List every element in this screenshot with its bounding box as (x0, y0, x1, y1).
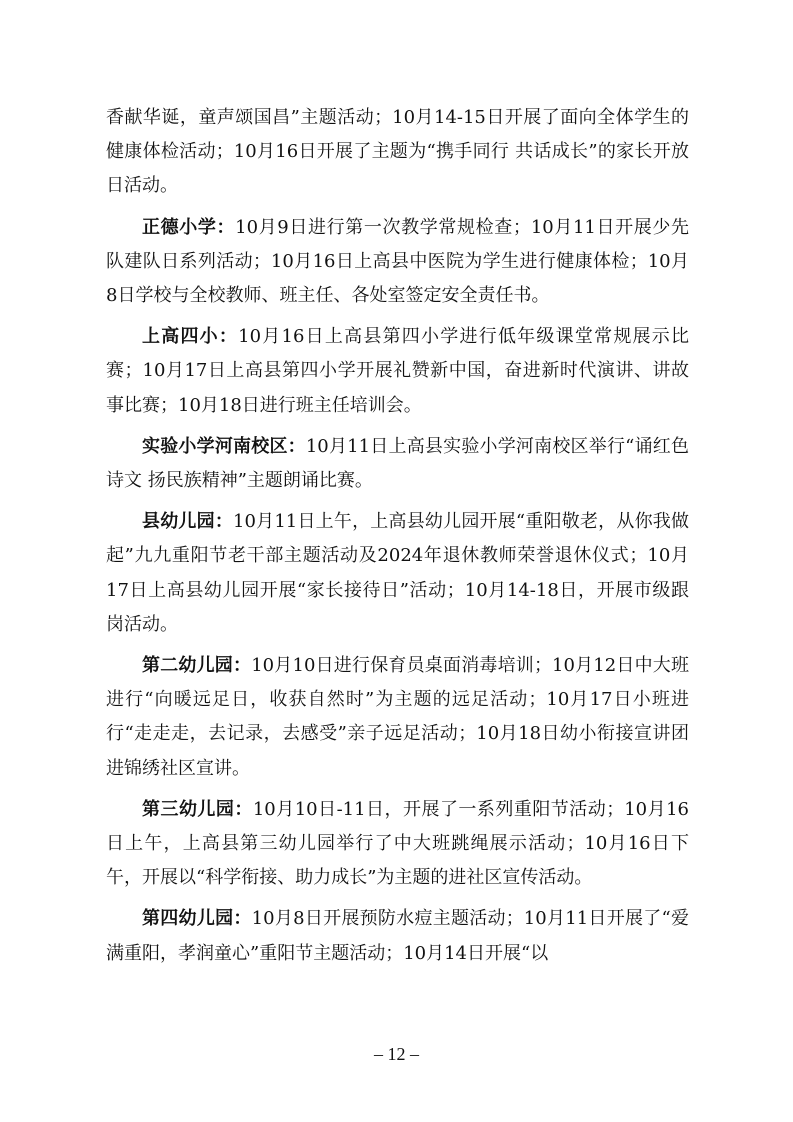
paragraph-continuation (106, 101, 689, 204)
paragraph-text: 香献华诞，童声颂国昌”主题活动；10月14-15日开展了面向全体学生的健康体检活动；10月16日开展了主题为“携手同行 共话成长”的家长开放日活动。 (106, 107, 689, 197)
paragraph-experimental-school-henan (106, 430, 689, 498)
paragraph-text: 10月9日进行第一次教学常规检查；10月11日开展少先队建队日系列活动；10月16日上高县中医院为学生进行健康体检；10月8日学校与全校教师、班主任、各处室签定安全责任书。 (106, 216, 689, 307)
paragraph-lead: 第二幼儿园： (142, 655, 252, 677)
document-body (106, 101, 689, 978)
paragraph-fourth-kindergarten (106, 902, 689, 970)
page-number: – 12 – (374, 1044, 419, 1064)
paragraph-lead: 县幼儿园： (142, 511, 234, 533)
paragraph-text: 10月11日上高县实验小学河南校区举行“诵红色诗文 扬民族精神”主题朗诵比赛。 (106, 435, 689, 492)
paragraph-lead: 正德小学： (142, 216, 236, 238)
paragraph-second-kindergarten (106, 649, 689, 786)
paragraph-lead: 第三幼儿园： (142, 798, 253, 820)
paragraph-lead: 第四幼儿园： (142, 908, 252, 930)
paragraph-shanggao-fourth-school (106, 320, 689, 423)
paragraph-third-kindergarten (106, 793, 689, 896)
paragraph-text: 10月10日-11日，开展了一系列重阳节活动；10月16日上午，上高县第三幼儿园举行了中大班跳绳展示活动；10月16日下午，开展以“科学衔接、助力成长”为主题的进社区宣传活动。 (106, 798, 689, 889)
paragraph-lead: 实验小学河南校区： (142, 435, 306, 457)
paragraph-zhengde-school (106, 211, 689, 314)
paragraph-text: 10月16日上高县第四小学进行低年级课堂常规展示比赛；10月17日上高县第四小学开展礼赞新中国，奋进新时代演讲、讲故事比赛；10月18日进行班主任培训会。 (106, 326, 690, 416)
paragraph-lead: 上高四小： (142, 326, 239, 348)
paragraph-county-kindergarten (106, 505, 689, 642)
paragraph-text: 10月11日上午，上高县幼儿园开展“重阳敬老，从你我做起”九九重阳节老干部主题活动及2024年退休教师荣誉退休仪式；10月17日上高县幼儿园开展“家长接待日”活动；10月14-18日，开展市级跟岗活动。 (106, 511, 689, 635)
paragraph-text: 10月8日开展预防水痘主题活动；10月11日开展了“爱满重阳，孝润童心”重阳节主题活动；10月14日开展“以 (106, 908, 689, 964)
paragraph-text: 10月10日进行保育员桌面消毒培训；10月12日中大班进行“向暖远足日，收获自然时”为主题的远足活动；10月17日小班进行“走走走，去记录，去感受”亲子远足活动；10月18日幼小衔接宣讲团进锦绣社区宣讲。 (106, 655, 689, 779)
